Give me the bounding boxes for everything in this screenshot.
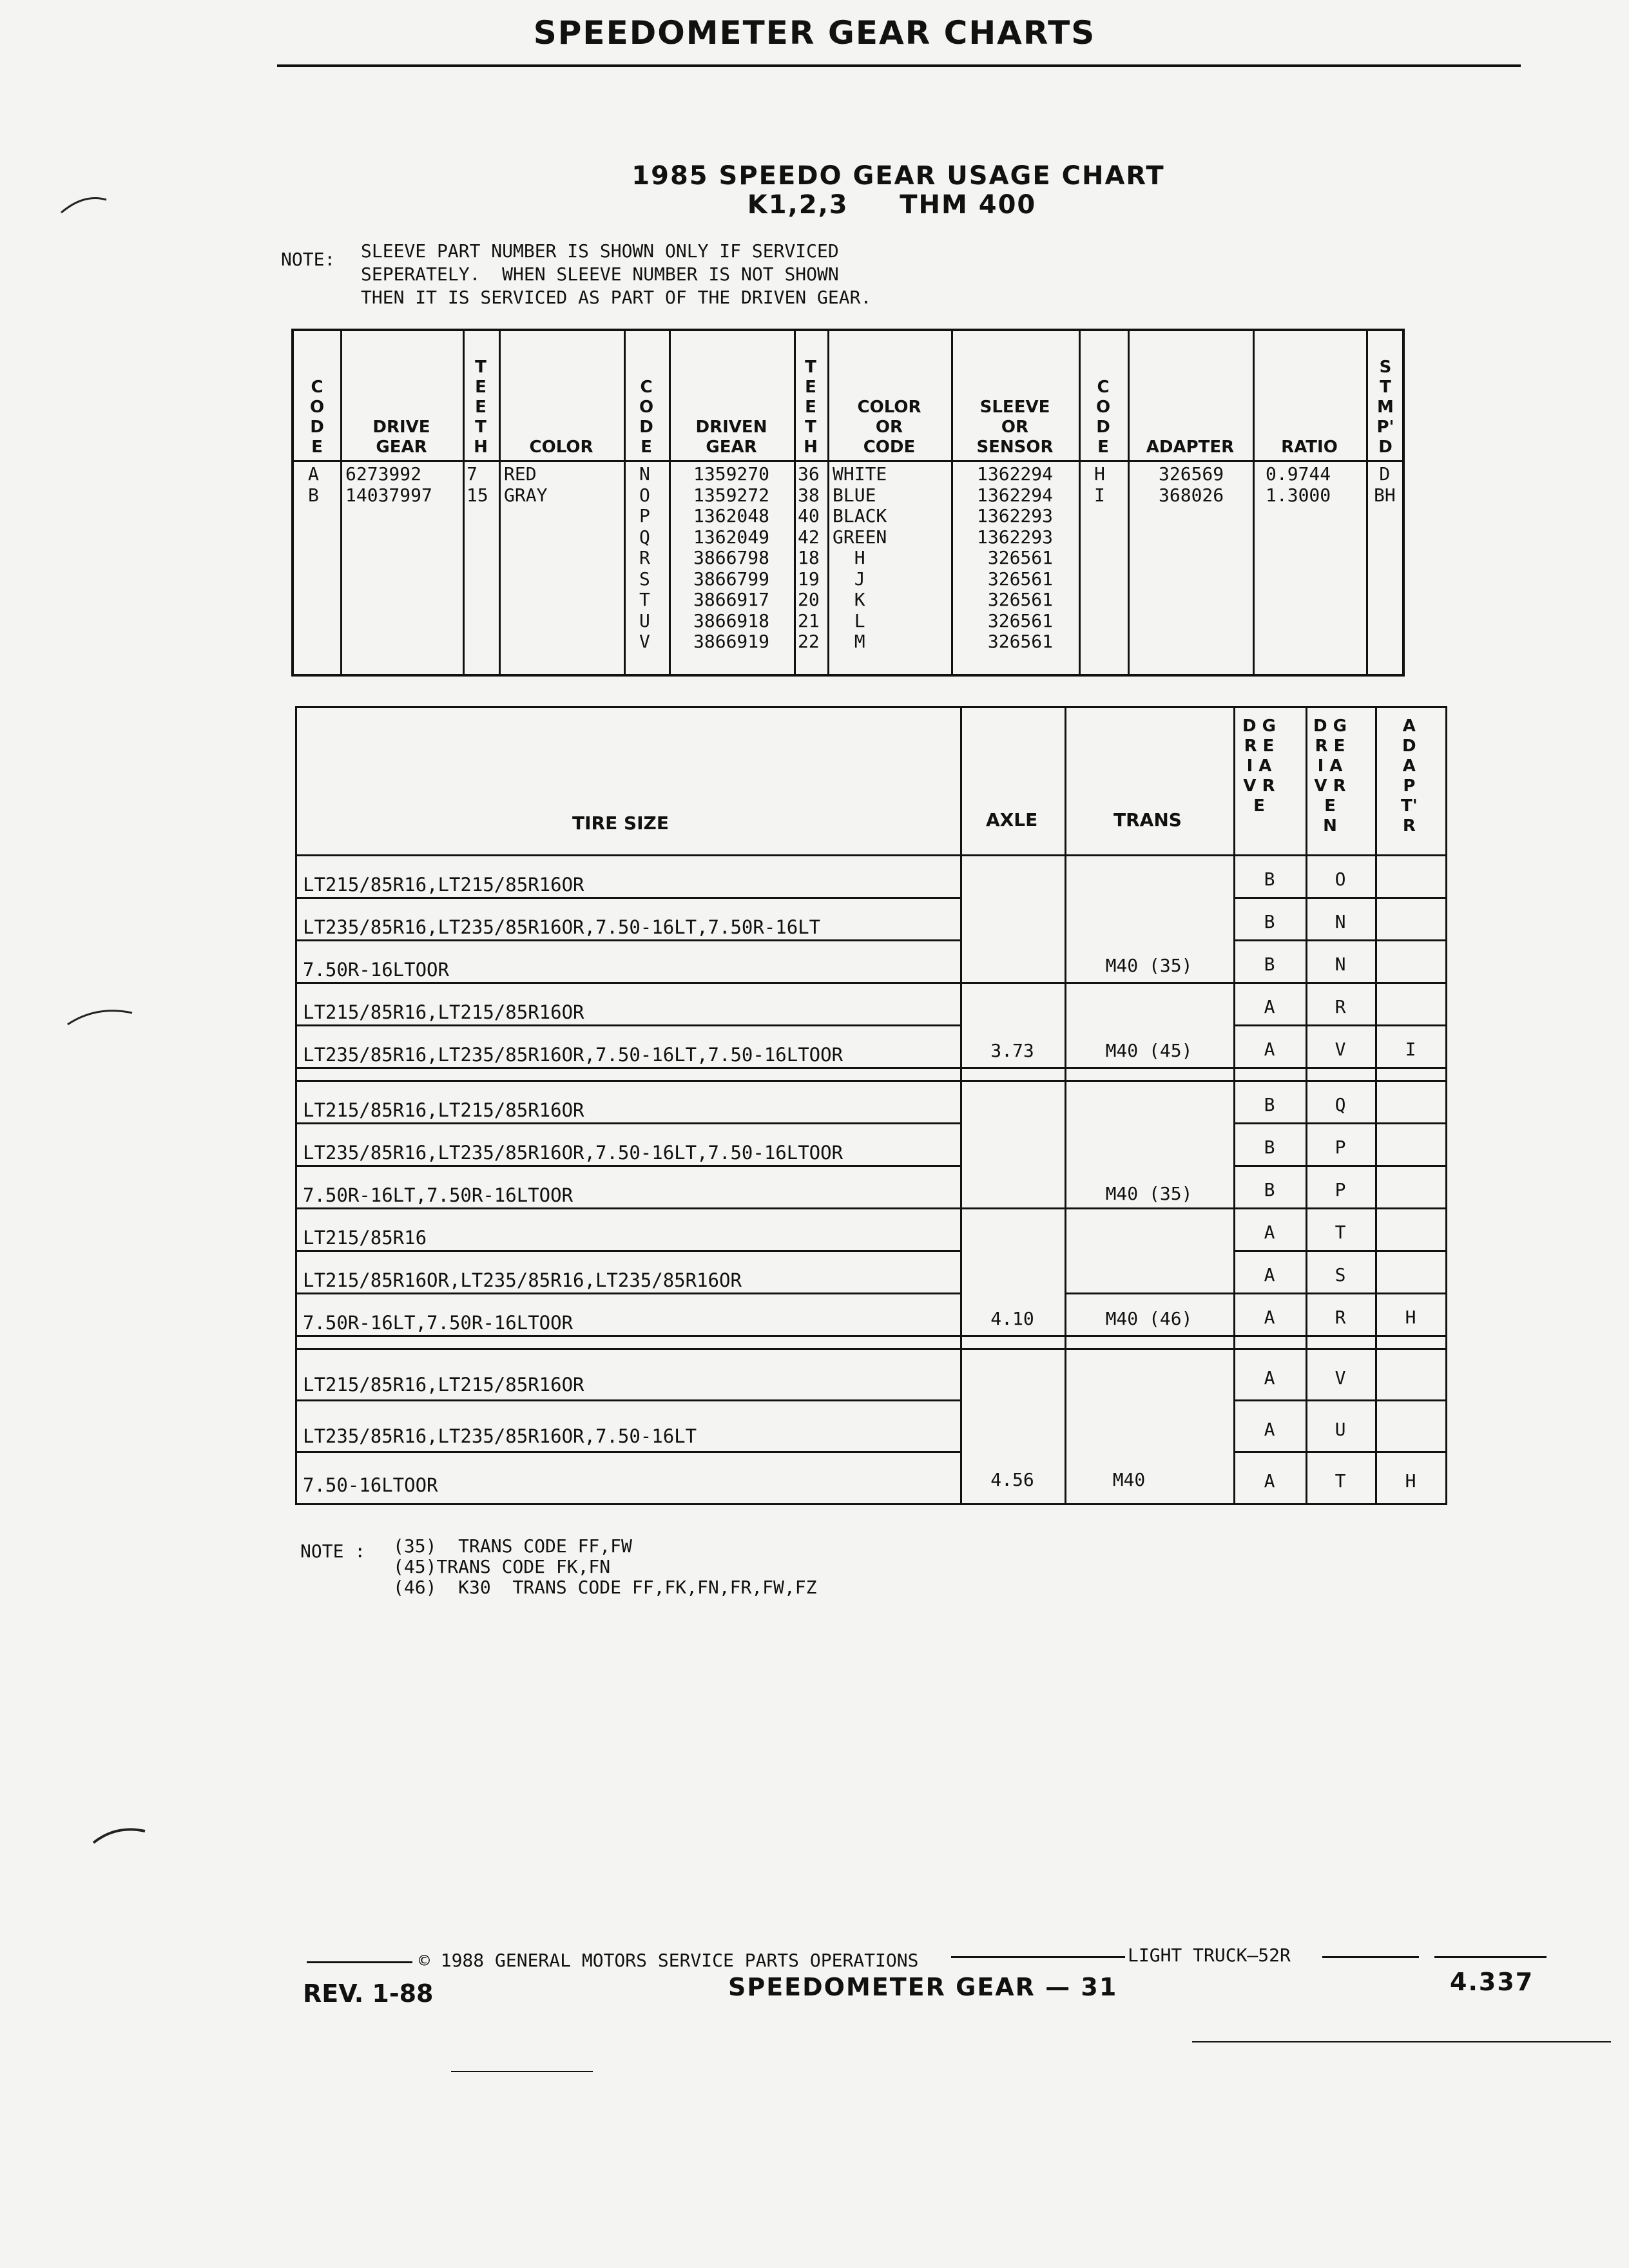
footer-bottom-rule [1192,2041,1611,2042]
header-sleeve-or-sensor: SLEEVE OR SENSOR [976,398,1054,457]
drive-gear-code-cell: A [1264,1222,1275,1243]
drive-gear-code-cell: A [1264,1039,1275,1060]
note-label: NOTE: [281,249,336,270]
driven-gear-column: 1359270 1359272 1362048 1362049 3866798 3866799 3866917 3866918 3866919 [693,463,770,652]
tire-size-cell: 7.50R-16LTOOR [303,959,449,981]
t2-trans-rule [1065,982,1233,984]
tire-size-cell: 7.50-16LTOOR [303,1474,438,1496]
trans-code-cell: M40 (35) [1105,955,1193,976]
footer-dash [1434,1956,1547,1958]
driven-code-column: N O P Q R S T U V [639,463,650,652]
t2-row-rule [295,1024,960,1026]
footnote-line-3: (46) K30 TRANS CODE FF,FK,FN,FR,FW,FZ [393,1577,817,1598]
drive-gear-code-cell: B [1264,1094,1275,1115]
driven-gear-code-cell: U [1335,1419,1346,1440]
t2-row-rule [295,1122,960,1124]
t2-row-rule [1233,1024,1447,1026]
axle-ratio-cell: 3.73 [990,1040,1034,1061]
drive-gear-column: 6273992 14037997 [345,463,432,506]
table1-header-rule [294,460,1402,462]
t2-group-rule [295,1348,1447,1350]
header-stamped: S T M P' D [1376,358,1394,457]
t2-border [295,706,1447,708]
driven-gear-code-cell: R [1335,1307,1346,1328]
t2-col-divider [1375,706,1377,1505]
header-adapter: ADAPTER [1146,437,1235,457]
trans-code-cell: M40 (45) [1105,1040,1193,1061]
adapter-code-column: H I [1094,463,1105,506]
footer-revision: REV. 1-88 [303,1979,434,2008]
header-driven-gear: DRIVEN GEAR [695,418,767,457]
drive-gear-code-cell: A [1264,996,1275,1017]
footnote-line-2: (45)TRANS CODE FK,FN [393,1556,611,1577]
t2-row-rule [295,897,960,899]
drive-gear-code-cell: A [1264,1367,1275,1389]
driven-teeth-column: 36 38 40 42 18 19 20 21 22 [798,463,820,652]
tire-size-cell: LT215/85R16,LT215/85R16OR [303,1374,584,1396]
driven-gear-code-cell: P [1335,1179,1346,1200]
scan-mark [90,1817,148,1849]
drive-gear-code-cell: B [1264,1179,1275,1200]
t2-row-rule [295,982,1447,984]
driven-gear-code-cell: N [1335,954,1346,975]
t2-row-rule [295,939,960,941]
adapter-code-cell: I [1405,1039,1416,1060]
t2-row-rule [1233,1250,1447,1252]
note-line-3: THEN IT IS SERVICED AS PART OF THE DRIVEN GEAR. [361,287,872,308]
t2-row-rule [295,1451,960,1453]
footnote-label: NOTE : [300,1541,366,1562]
t2-row-rule [1233,1451,1447,1453]
footer-bottom-rule [451,2071,593,2072]
header-code: C O D E [309,378,325,457]
header-code: C O D E [639,378,654,457]
trans-code-cell: M40 (35) [1105,1183,1193,1204]
drive-gear-code-cell: B [1264,911,1275,932]
header-tire-size: TIRE SIZE [572,812,669,834]
t2-row-rule [1233,1122,1447,1124]
header-axle: AXLE [986,809,1038,831]
t2-row-rule [1233,897,1447,899]
trans-code-cell: M40 (46) [1105,1308,1193,1329]
t2-row-rule [295,1399,960,1401]
footer-dash [307,1961,412,1963]
drive-gear-code-cell: B [1264,954,1275,975]
header-rule [277,64,1521,67]
tire-size-cell: LT215/85R16 [303,1227,427,1249]
adapter-column: 326569 368026 [1159,463,1224,506]
footer-line-code: LIGHT TRUCK—52R [1128,1945,1291,1966]
tire-size-cell: LT235/85R16,LT235/85R16OR,7.50-16LT,7.50-16LTOOR [303,1044,843,1066]
driven-color-column: WHITE BLUE BLACK GREEN H J K L M [833,463,887,652]
header-teeth: T E E T H [804,358,818,457]
drive-gear-code-cell: A [1264,1470,1275,1492]
drive-gear-code-cell: A [1264,1264,1275,1285]
ratio-column: 0.9744 1.3000 [1266,463,1331,506]
axle-ratio-cell: 4.10 [990,1308,1034,1329]
t2-col-divider [960,706,962,1505]
header-adapter-code: A D A P T' R [1401,716,1418,836]
driven-gear-code-cell: S [1335,1264,1346,1285]
trans-code-cell: M40 [1112,1469,1146,1490]
page-header-title: SPEEDOMETER GEAR CHARTS [533,14,1096,52]
t2-row-rule [1233,1165,1447,1167]
tire-size-cell: LT235/85R16,LT235/85R16OR,7.50-16LT,7.50R-16LT [303,916,821,938]
drive-gear-code-cell: A [1264,1307,1275,1328]
driven-gear-code-cell: Q [1335,1094,1346,1115]
tire-size-cell: LT235/85R16,LT235/85R16OR,7.50-16LT,7.50-16LTOOR [303,1142,843,1164]
t2-row-rule [1233,939,1447,941]
drive-color-column: RED GRAY [504,463,548,506]
drive-gear-code-cell: A [1264,1419,1275,1440]
t2-row-rule [295,1067,1447,1069]
tire-size-cell: LT235/85R16,LT235/85R16OR,7.50-16LT [303,1425,697,1447]
t2-row-rule [295,1293,960,1294]
scan-mark [58,187,110,219]
t2-border [295,1503,1447,1505]
header-trans: TRANS [1113,809,1182,831]
driven-gear-code-cell: N [1335,911,1346,932]
t2-trans-rule [1065,1293,1233,1294]
speedo-gear-table [291,329,1405,677]
sleeve-column: 1362294 1362294 1362293 1362293 326561 326561 326561 326561 326561 [977,463,1054,652]
driven-gear-code-cell: V [1335,1039,1346,1060]
t2-border [295,706,297,1505]
tire-size-cell: LT215/85R16,LT215/85R16OR [303,1001,584,1023]
header-color-or-code: COLOR OR CODE [857,398,921,457]
drive-code-column: A B [308,463,319,506]
t2-row-rule [1233,1293,1447,1294]
driven-gear-code-cell: O [1335,869,1346,890]
tire-size-cell: LT215/85R16,LT215/85R16OR [303,874,584,896]
chart-subtitle: K1,2,3 THM 400 [747,190,1037,220]
footer-dash [951,1956,1125,1958]
adapter-code-cell: H [1405,1307,1416,1328]
footer-section: SPEEDOMETER GEAR — 31 [728,1973,1118,2001]
footer-page-number: 4.337 [1450,1968,1534,1996]
footer-copyright: © 1988 GENERAL MOTORS SERVICE PARTS OPERATIONS [419,1950,919,1971]
t2-header-rule [295,854,1447,856]
t2-row-rule [295,1207,1447,1209]
footnote-line-1: (35) TRANS CODE FF,FW [393,1535,632,1557]
driven-gear-code-cell: T [1335,1470,1346,1492]
header-color: COLOR [529,437,593,457]
scan-mark [64,999,135,1031]
driven-gear-code-cell: P [1335,1137,1346,1158]
note-line-1: SLEEVE PART NUMBER IS SHOWN ONLY IF SERVICED [361,240,839,262]
header-teeth: T E E T H [474,358,488,457]
driven-gear-code-cell: T [1335,1222,1346,1243]
header-driven-gear-code: D G R E I A V R E N [1313,716,1347,836]
header-drive-gear: DRIVE GEAR [372,418,430,457]
header-ratio: RATIO [1281,437,1338,457]
axle-ratio-cell: 4.56 [990,1469,1034,1490]
t2-group-rule [295,1080,1447,1082]
tire-size-cell: 7.50R-16LT,7.50R-16LTOOR [303,1312,574,1334]
t2-row-rule [295,1335,1447,1337]
driven-gear-code-cell: R [1335,996,1346,1017]
drive-gear-code-cell: B [1264,1137,1275,1158]
header-drive-gear-code: D G R E I A V R E [1242,716,1276,816]
adapter-code-cell: H [1405,1470,1416,1492]
drive-teeth-column: 7 15 [467,463,488,506]
driven-gear-code-cell: V [1335,1367,1346,1389]
note-line-2: SEPERATELY. WHEN SLEEVE NUMBER IS NOT SHOWN [361,264,839,285]
t2-border [1445,706,1447,1505]
t2-col-divider [1065,706,1066,1505]
header-code: C O D E [1095,378,1111,457]
t2-row-rule [295,1165,960,1167]
tire-size-cell: LT215/85R16OR,LT235/85R16,LT235/85R16OR [303,1269,742,1291]
footer-dash [1322,1956,1419,1958]
chart-title: 1985 SPEEDO GEAR USAGE CHART [631,161,1165,191]
tire-size-cell: LT215/85R16,LT215/85R16OR [303,1099,584,1121]
t2-row-rule [295,1250,960,1252]
drive-gear-code-cell: B [1264,869,1275,890]
tire-size-cell: 7.50R-16LT,7.50R-16LTOOR [303,1184,574,1206]
stamped-column: D BH [1374,463,1396,506]
tire-size-table [295,706,1447,1505]
t2-row-rule [1233,1399,1447,1401]
